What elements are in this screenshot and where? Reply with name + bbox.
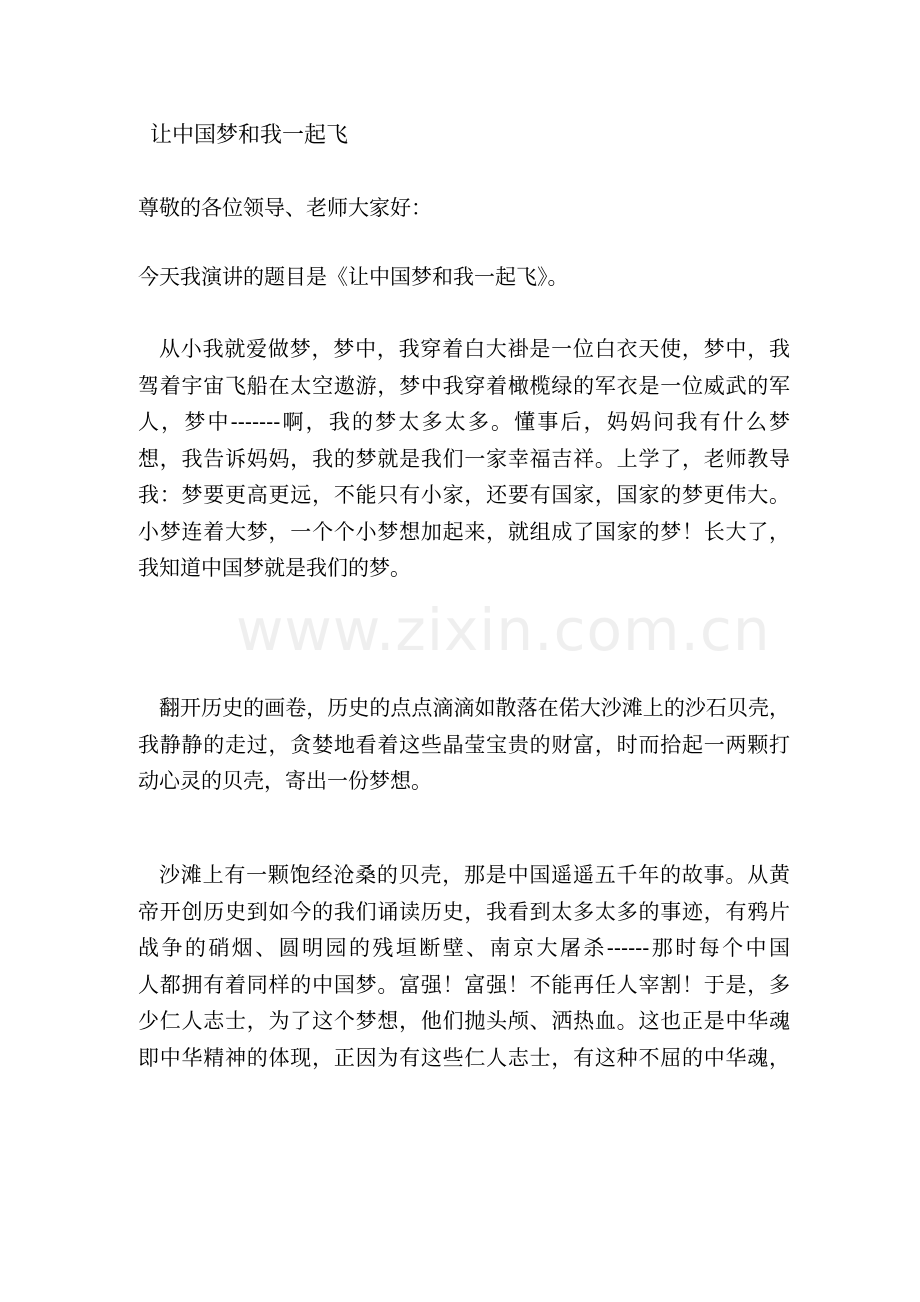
- watermark: www.zixin.com.cn: [236, 596, 771, 664]
- paragraph-line: 人都拥有着同样的中国梦。富强！富强！不能再任人宰割！于是，多: [138, 972, 790, 997]
- paragraph-line: 我静静的走过，贪婪地看着这些晶莹宝贵的财富，时而拾起一两颗打: [138, 732, 790, 757]
- paragraph-line: 想，我告诉妈妈，我的梦就是我们一家幸福吉祥。上学了，老师教导: [138, 446, 790, 471]
- intro-line: 今天我演讲的题目是《让中国梦和我一起飞》。: [138, 265, 569, 289]
- paragraph-line: 从小我就爱做梦，梦中，我穿着白大褂是一位白衣天使，梦中，我: [159, 337, 790, 361]
- paragraph-line: 沙滩上有一颗饱经沧桑的贝壳，那是中国遥遥五千年的故事。从黄: [159, 863, 790, 887]
- paragraph-line: 动心灵的贝壳，寄出一份梦想。: [138, 769, 432, 793]
- greeting-line: 尊敬的各位领导、老师大家好：: [138, 196, 432, 220]
- paragraph-line: 小梦连着大梦，一个个小梦想加起来，就组成了国家的梦！长大了，: [138, 519, 790, 544]
- paragraph-line: 战争的硝烟、圆明园的残垣断壁、南京大屠杀------那时每个中国: [138, 936, 790, 960]
- paragraph-line: 驾着宇宙飞船在太空遨游，梦中我穿着橄榄绿的军衣是一位威武的军: [138, 373, 790, 398]
- paragraph-line: 帝开创历史到如今的我们诵读历史，我看到太多太多的事迹，有鸦片: [138, 899, 790, 924]
- paragraph-history: [138, 690, 790, 800]
- document-title: 让中国梦和我一起飞: [150, 123, 349, 148]
- paragraph-line: 翻开历史的画卷，历史的点点滴滴如散落在偌大沙滩上的沙石贝壳，: [159, 696, 790, 720]
- paragraph-line: 人，梦中-------啊，我的梦太多太多。懂事后，妈妈问我有什么梦: [138, 410, 790, 434]
- paragraph-line: 我知道中国梦就是我们的梦。: [138, 556, 411, 580]
- paragraph-dreams: [138, 331, 790, 587]
- paragraph-shell: [138, 857, 790, 1076]
- paragraph-line: 我：梦要更高更远，不能只有小家，还要有国家，国家的梦更伟大。: [138, 483, 790, 507]
- paragraph-line: 少仁人志士，为了这个梦想，他们抛头颅、洒热血。这也正是中华魂: [138, 1009, 790, 1033]
- paragraph-line: 即中华精神的体现，正因为有这些仁人志士，有这种不屈的中华魂，: [138, 1045, 790, 1070]
